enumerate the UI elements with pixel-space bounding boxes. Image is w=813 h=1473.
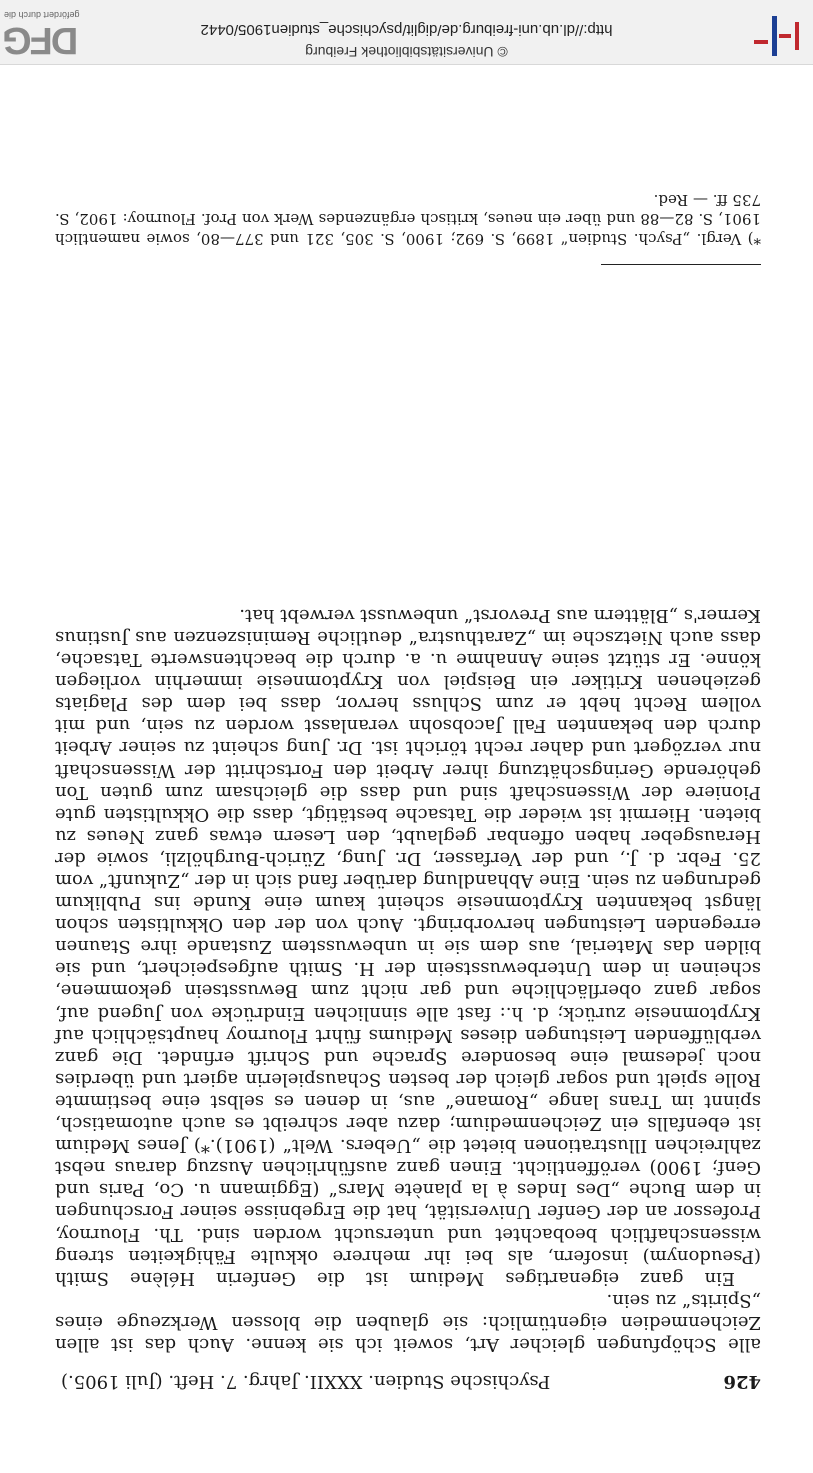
copyright-credit: © Universitätsbibliothek Freiburg [305, 44, 508, 60]
running-head-title: Psychische Studien. XXXII. Jahrg. 7. Heft. (Juli 1905.) [61, 1371, 551, 1392]
footnote-rule [601, 264, 761, 265]
library-info-bar [0, 0, 813, 65]
running-head [61, 1371, 761, 1391]
paragraph: alle Schöpfungen gleicher Art, soweit ich sie kenne. Auch das ist allen Zeichenmedien eigentümlich: sie glauben die blossen Werkzeuge eines „Spirits“ zu sein. [55, 1289, 761, 1355]
page-number: 426 [723, 1371, 761, 1392]
dfg-logo-subtitle: gefördert durch die [4, 10, 80, 20]
dfg-logo-text: DFG [4, 19, 79, 61]
footnote: *) Vergl. „Psych. Studien“ 1899, S. 692; 1900, S. 305, 321 und 377—80, sowie namentlich 1901, S. 82—88 und über ein neues, kritisch ergänzendes Werk von Prof. Flournoy: 1902, S. 735 ff. — Red. [55, 191, 761, 248]
paragraph: Ein ganz eigenartiges Medium ist die Genferin Hélène Smith (Pseudonym) insofern, als bei ihr mehrere okkulte Fähigkeiten streng wissenschaftlich beobachtet und untersucht worden sind. Th. Flournoy, Professor an der Genfer Universität, hat die Ergebnisse seiner Forschungen in dem Buche „Des Indes à la planète Mars“ (Eggimann u. Co, Paris und Genf; 1900) veröffentlicht. Einen ganz ausführlichen Auszug daraus nebst zahlreichen Illustrationen bietet die „Uebers. Welt“ (1901).*) Jenes Medium ist ebenfalls ein Zeichenmedium; dazu aber schreibt es auch automatisch, spinnt im Trans lange „Romane“ aus, in denen es selbst eine bestimmte Rolle spielt und sogar gleich der besten Schauspielerin agiert und überdies noch jedesmal eine besondere Sprache und Schrift erfindet. Die ganz verblüffenden Leistungen dieses Mediums führt Flournoy hauptsächlich auf Kryptomnesie zurück; d. h.: fast alle sinnlichen Eindrücke von Jugend auf, sogar ganz oberflächliche und gar nicht zum Bewusstsein gekommene, scheinen in dem Unterbewusstsein der H. Smith aufgespeichert, und sie bilden das Material, aus dem sie in unbewusstem Zustande ihre Staunen erregenden Leistungen hervorbringt. Auch von der den Okkultisten schon längst bekannten Kryptomnesie scheint kaum eine Kunde ins Publikum gedrungen zu sein. Eine Abhandlung darüber fand sich in der „Zukunft“ vom 25. Febr. d. J., und der Verfasser, Dr. Jung, Zürich-Burghölzli, sowie der Herausgeber haben offenbar geglaubt, den Lesern etwas ganz Neues zu bieten. Hiermit ist wieder die Tatsache bestätigt, dass die Okkultisten gute Pioniere der Wissenschaft sind und dass die gleichsam zum guten Ton gehörende Geringschätzung ihrer Arbeit den Fortschritt der Wissenschaft nur verzögert und daher recht töricht ist. Dr. Jung scheint zu seiner Arbeit durch den bekannten Fall Jacobsohn veranlasst worden zu sein, und mit vollem Recht hebt er zum Schluss hervor, dass bei dem des Plagiats geziehenen Kritiker ein Beispiel von Kryptomnesie immerhin vorliegen könne. Er stützt seine Annahme u. a. durch die beachtenswerte Tatsache, dass auch Nietzsche im „Zarathustra“ deutliche Reminiszenzen aus Justinus Kerner's „Blättern aus Prevorst“ unbewusst verwebt hat. [55, 604, 761, 1289]
body-text [55, 604, 761, 1355]
document-url-link[interactable]: http://dl.ub.uni-freiburg.de/diglit/psychische_studien1905/0442 [200, 21, 613, 38]
dfg-logo [4, 8, 94, 60]
